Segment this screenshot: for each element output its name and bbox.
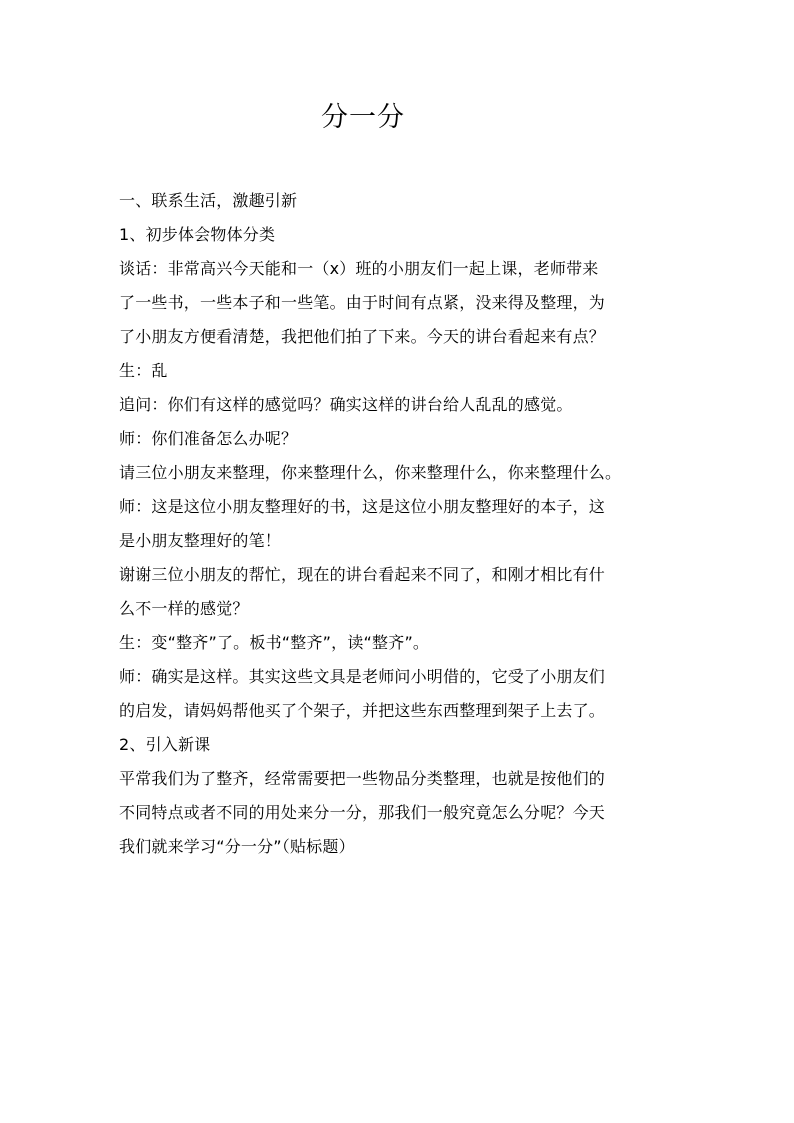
- paragraph-line: 是小朋友整理好的笔！: [119, 531, 282, 550]
- paragraph-line: 的启发，请妈妈帮他买了个架子，并把这些东西整理到架子上去了。: [119, 701, 606, 720]
- paragraph-line: 平常我们为了整齐，经常需要把一些物品分类整理，也就是按他们的: [119, 769, 606, 788]
- paragraph-line: 不同特点或者不同的用处来分一分，那我们一般究竟怎么分呢？今天: [119, 803, 606, 822]
- subsection-heading: 1、初步体会物体分类: [119, 225, 276, 244]
- paragraph-line: 师：你们准备怎么办呢？: [119, 429, 298, 448]
- paragraph-line: 追问：你们有这样的感觉吗？确实这样的讲台给人乱乱的感觉。: [119, 395, 573, 414]
- document-title: [0, 98, 794, 138]
- subsection-heading: 2、引入新课: [119, 735, 211, 754]
- paragraph-line: 生：变“整齐”了。板书“整齐”，读“整齐”。: [119, 633, 430, 652]
- paragraph-line: 了一些书，一些本子和一些笔。由于时间有点紧，没来得及整理，为: [119, 293, 606, 312]
- paragraph-line: 请三位小朋友来整理，你来整理什么，你来整理什么，你来整理什么。: [119, 463, 622, 482]
- section-heading: 一、联系生活，激趣引新: [119, 191, 298, 210]
- paragraph-line: 么不一样的感觉？: [119, 599, 249, 618]
- document-body: [119, 184, 679, 864]
- paragraph-line: 师：这是这位小朋友整理好的书，这是这位小朋友整理好的本子，这: [119, 497, 606, 516]
- document-title-text: 分一分: [321, 102, 405, 133]
- paragraph-line: 师：确实是这样。其实这些文具是老师问小明借的，它受了小朋友们: [119, 667, 606, 686]
- paragraph-line: 生：乱: [119, 361, 168, 380]
- paragraph-line: 谈话：非常高兴今天能和一（x）班的小朋友们一起上课，老师带来: [119, 259, 599, 278]
- paragraph-line: 了小朋友方便看清楚，我把他们拍了下来。今天的讲台看起来有点？: [119, 327, 606, 346]
- paragraph-line: 我们就来学习“分一分”（贴标题）: [119, 837, 355, 856]
- paragraph-line: 谢谢三位小朋友的帮忙，现在的讲台看起来不同了，和刚才相比有什: [119, 565, 606, 584]
